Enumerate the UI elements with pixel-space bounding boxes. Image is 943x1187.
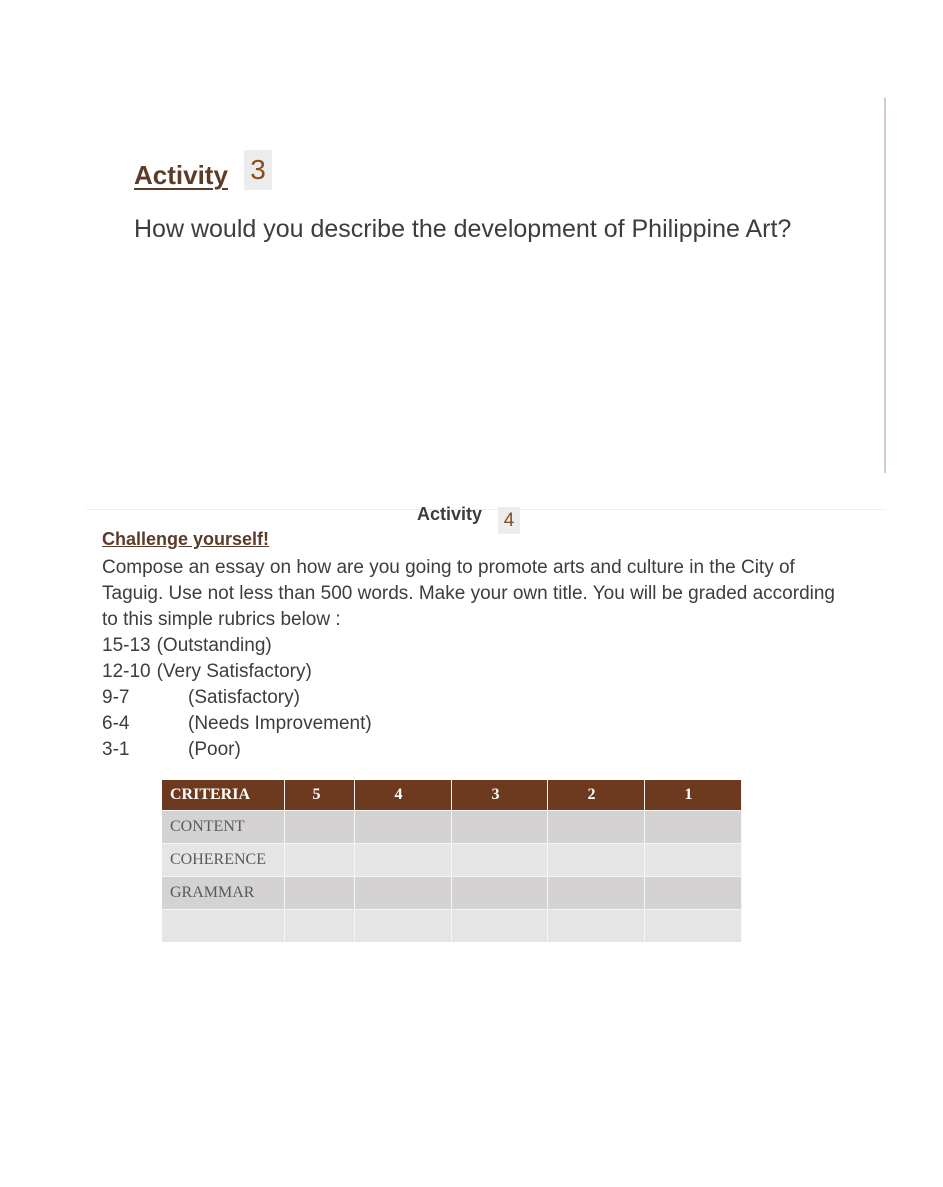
score-cell[interactable] — [547, 844, 644, 877]
score-cell[interactable] — [644, 877, 741, 910]
header-score-2: 2 — [547, 780, 644, 811]
rubric-label: (Very Satisfactory) — [156, 661, 312, 682]
score-cell[interactable] — [354, 877, 451, 910]
score-cell[interactable] — [547, 877, 644, 910]
score-cell[interactable] — [354, 844, 451, 877]
header-criteria: CRITERIA — [162, 780, 284, 811]
score-cell[interactable] — [644, 844, 741, 877]
page-edge-line — [884, 98, 886, 473]
score-cell[interactable] — [284, 844, 354, 877]
essay-instructions: Compose an essay on how are you going to promote arts and culture in the City of Taguig. Use not less than 500 words. Make your own title. You will be graded according to this simple rubrics below : — [102, 557, 835, 630]
challenge-heading: Challenge yourself! — [102, 529, 270, 549]
criteria-cell — [162, 910, 284, 943]
score-cell[interactable] — [451, 877, 547, 910]
activity-4-label: Activity — [417, 504, 483, 524]
table-header-row — [162, 780, 741, 811]
rubric-table — [162, 780, 742, 942]
criteria-cell: COHERENCE — [162, 844, 284, 877]
rubric-label: (Poor) — [188, 739, 241, 760]
score-cell[interactable] — [451, 844, 547, 877]
rubric-range: 3-1 — [102, 739, 130, 760]
rubric-item — [102, 711, 502, 737]
header-score-5: 5 — [284, 780, 354, 811]
score-cell[interactable] — [284, 877, 354, 910]
header-score-1: 1 — [644, 780, 741, 811]
rubric-range: 12-10 — [102, 661, 151, 682]
score-cell[interactable] — [644, 811, 741, 844]
score-cell[interactable] — [354, 811, 451, 844]
score-cell[interactable] — [547, 811, 644, 844]
activity-3-question: How would you describe the development of Philippine Art? — [134, 215, 792, 243]
activity-4-number: 4 — [498, 507, 520, 534]
activity-3-number: 3 — [244, 150, 272, 190]
rubric-list — [102, 633, 502, 763]
score-cell[interactable] — [451, 811, 547, 844]
score-cell[interactable] — [354, 910, 451, 943]
rubric-item — [102, 633, 502, 659]
score-cell[interactable] — [284, 811, 354, 844]
rubric-label: (Outstanding) — [156, 635, 272, 656]
score-cell[interactable] — [547, 910, 644, 943]
rubric-item — [102, 737, 502, 763]
section-divider — [86, 509, 886, 510]
activity-3-label: Activity — [134, 160, 228, 190]
header-score-4: 4 — [354, 780, 451, 811]
table-row — [162, 844, 741, 877]
table-row — [162, 910, 741, 943]
rubric-item — [102, 659, 502, 685]
rubric-range: 6-4 — [102, 713, 130, 734]
rubric-range: 9-7 — [102, 687, 130, 708]
rubric-item — [102, 685, 502, 711]
score-cell[interactable] — [644, 910, 741, 943]
header-score-3: 3 — [451, 780, 547, 811]
rubric-label: (Satisfactory) — [188, 687, 300, 708]
score-cell[interactable] — [451, 910, 547, 943]
rubric-label: (Needs Improvement) — [188, 713, 372, 734]
table-row — [162, 877, 741, 910]
score-cell[interactable] — [284, 910, 354, 943]
criteria-cell: CONTENT — [162, 811, 284, 844]
table-row — [162, 811, 741, 844]
criteria-cell: GRAMMAR — [162, 877, 284, 910]
rubric-range: 15-13 — [102, 635, 151, 656]
